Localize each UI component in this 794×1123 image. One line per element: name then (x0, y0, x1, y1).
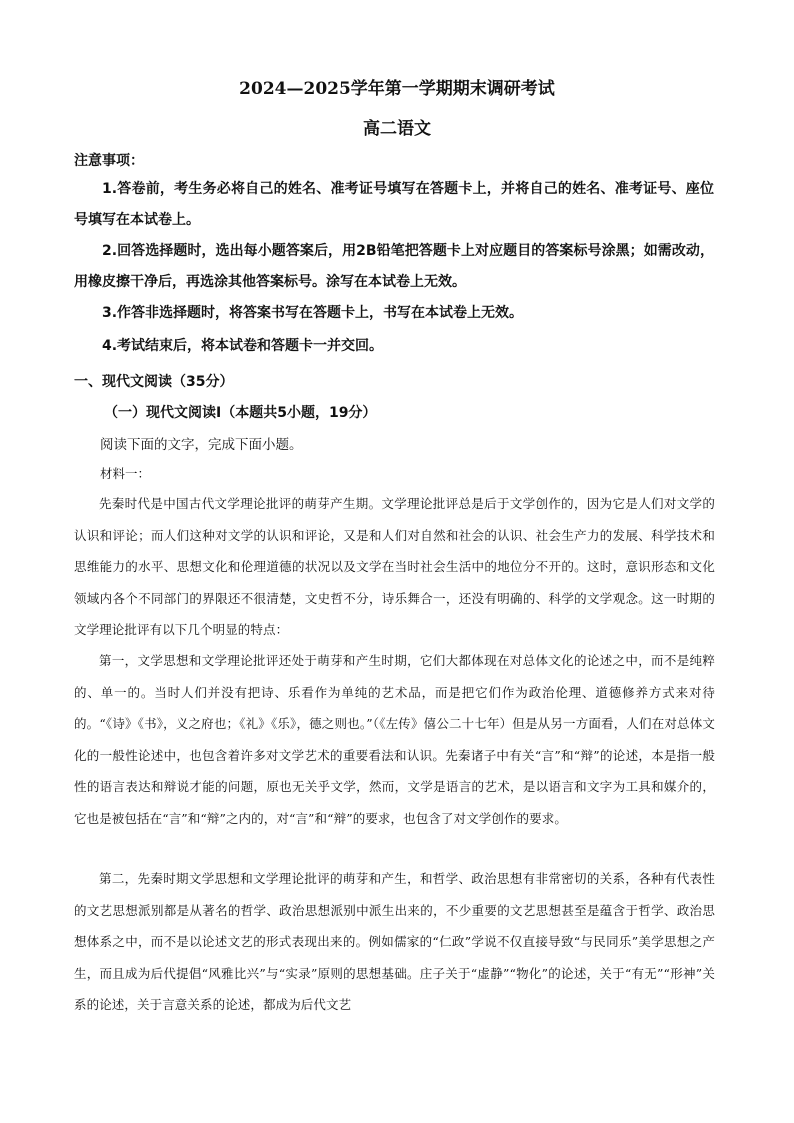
paragraph-1: 先秦时代是中国古代文学理论批评的萌芽产生期。文学理论批评总是后于文学创作的，因为它是人们对文学的认识和评论；而人们这种对文学的认识和评论，又是和人们对自然和社会的认识、社会生产力的发展、科学技术和思维能力的水平、思想文化和伦理道德的状况以及文学在当时社会生活中的地位分不开的。这时，意识形态和文化领域内各个不同部门的界限还不很清楚，文史哲不分，诗乐舞合一，还没有明确的、科学的文学观念。这一时期的文学理论批评有以下几个明显的特点： (74, 496, 715, 637)
material-label: 材料一： (100, 466, 151, 481)
subject-title: 高二语文 (363, 119, 431, 139)
section-subheading: （一）现代文阅读Ⅰ（本题共5小题，19分） (104, 405, 377, 421)
exam-title: 2024—2025学年第一学期期末调研考试 (239, 79, 555, 99)
notice-item-3: 3.作答非选择题时，将答案书写在答题卡上，书写在本试卷上无效。 (102, 305, 524, 321)
paragraph-2: 第一，文学思想和文学理论批评还处于萌芽和产生时期，它们大都体现在对总体文化的论述之中，而不是纯粹的、单一的。当时人们并没有把诗、乐看作为单纯的艺术品，而是把它们作为政治伦理、道德修养方式来对待的。“《诗》《书》，义之府也；《礼》《乐》，德之则也。”（《左传》僖公二十七年）但是从另一方面看，人们在对总体文化的一般性论述中，也包含着许多对文学艺术的重要看法和认识。先秦诸子中有关“言”和“辩”的论述，本是指一般性的语言表达和辩说才能的问题，原也无关乎文学，然而，文学是语言的艺术，是以语言和文字为工具和媒介的，它也是被包括在“言”和“辩”之内的，对“言”和“辩”的要求，也包含了对文学创作的要求。 (74, 653, 715, 826)
paragraph-3: 第二，先秦时期文学思想和文学理论批评的萌芽和产生，和哲学、政治思想有非常密切的关系，各种有代表性的文艺思想派别都是从著名的哲学、政治思想派别中派生出来的，不少重要的文艺思想甚至是蕴含于哲学、政治思想体系之中，而不是以论述文艺的形式表现出来的。例如儒家的“仁政”学说不仅直接导致“与民同乐”美学思想之产生，而且成为后代提倡“风雅比兴”与“实录”原则的思想基础。庄子关于“虚静”“物化”的论述，关于“有无”“形神”关系的论述，关于言意关系的论述，都成为后代文艺 (74, 871, 715, 1012)
notice-heading: 注意事项： (74, 153, 144, 169)
notice-item-1: 1.答卷前，考生务必将自己的姓名、准考证号填写在答题卡上，并将自己的姓名、准考证号、座位号填写在本试卷上。 (74, 181, 714, 228)
notice-item-2: 2.回答选择题时，选出每小题答案后，用2B铅笔把答题卡上对应题目的答案标号涂黑；如需改动，用橡皮擦干净后，再选涂其他答案标号。涂写在本试卷上无效。 (74, 243, 714, 290)
section-heading: 一、现代文阅读（35分） (74, 374, 234, 390)
notice-item-4: 4.考试结束后，将本试卷和答题卡一并交回。 (102, 338, 384, 354)
reading-instruction: 阅读下面的文字，完成下面小题。 (100, 437, 303, 453)
